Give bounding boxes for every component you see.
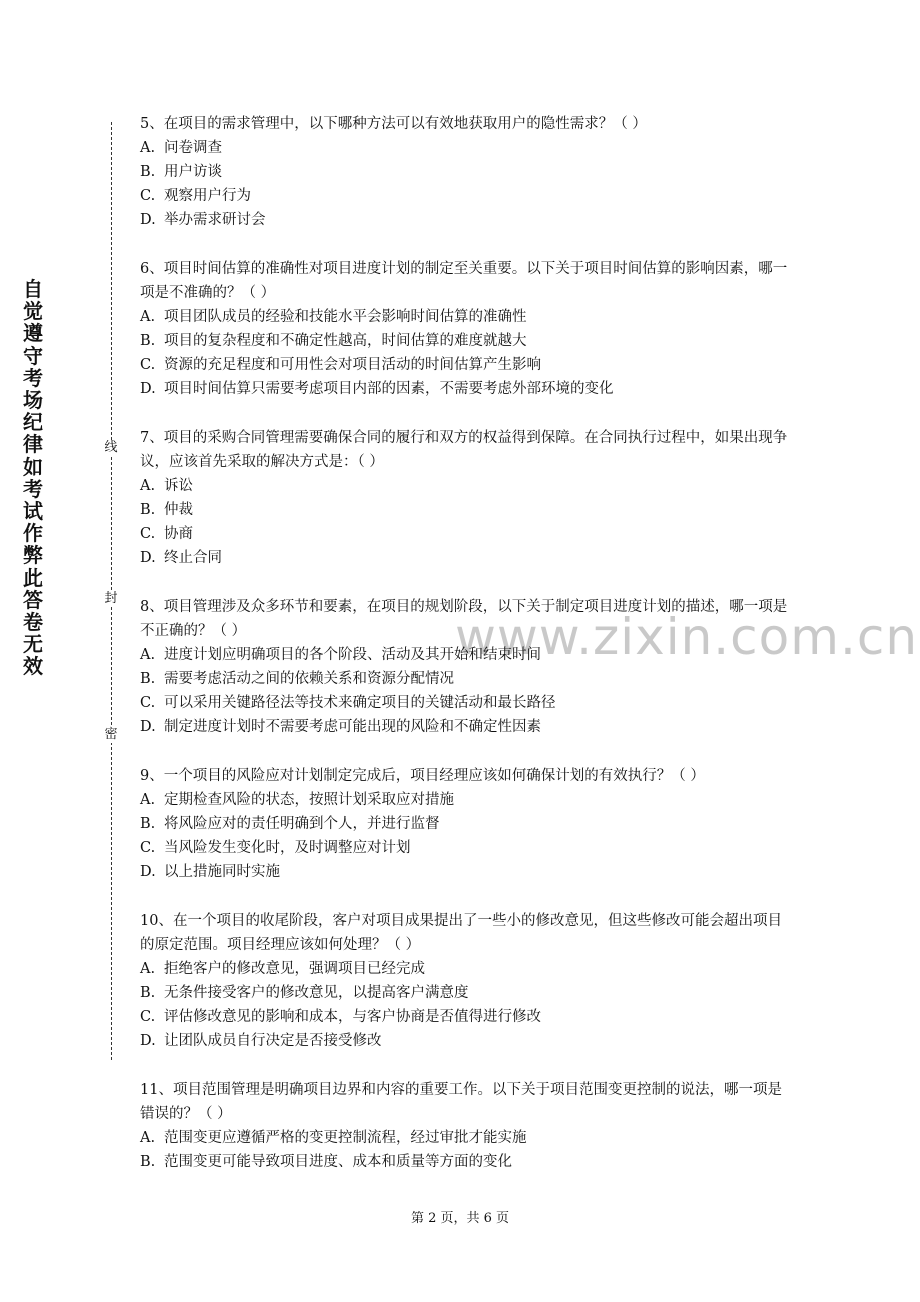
option-b: B. 范围变更可能导致项目进度、成本和质量等方面的变化 [140, 1154, 512, 1170]
option-a: A. 拒绝客户的修改意见，强调项目已经完成 [140, 961, 425, 977]
watermark: www.zixin.com.cn [455, 608, 919, 666]
option-b: B. 用户访谈 [140, 164, 222, 180]
question-stem: 10、在一个项目的收尾阶段，客户对项目成果提出了一些小的修改意见，但这些修改可能会超出项目的原定范围。项目经理应该如何处理？（ ） [140, 913, 782, 953]
option-b: B. 无条件接受客户的修改意见，以提高客户满意度 [140, 985, 469, 1001]
option-a: A. 诉讼 [140, 478, 193, 494]
option-a: A. 定期检查风险的状态，按照计划采取应对措施 [140, 792, 454, 808]
option-c: C. 当风险发生变化时，及时调整应对计划 [140, 840, 411, 856]
question-stem: 7、项目的采购合同管理需要确保合同的履行和双方的权益得到保障。在合同执行过程中，如果出现争议，应该首先采取的解决方式是：（ ） [140, 430, 788, 470]
exam-discipline-notice: 自觉遵守考场纪律如考试作弊此答卷无效 [23, 277, 43, 679]
cut-label-seal: 封 [104, 591, 118, 606]
cut-label-line: 线 [104, 440, 118, 455]
question-5 [140, 112, 790, 232]
option-b: B. 项目的复杂程度和不确定性越高，时间估算的难度就越大 [140, 333, 527, 349]
option-a: A. 项目团队成员的经验和技能水平会影响时间估算的准确性 [140, 309, 527, 325]
question-stem: 5、在项目的需求管理中，以下哪种方法可以有效地获取用户的隐性需求？（ ） [140, 116, 647, 132]
question-stem: 11、项目范围管理是明确项目边界和内容的重要工作。以下关于项目范围变更控制的说法，哪一项是错误的？（ ） [140, 1082, 782, 1122]
question-stem: 9、一个项目的风险应对计划制定完成后，项目经理应该如何确保计划的有效执行？（ ） [140, 768, 705, 784]
question-11 [140, 1078, 790, 1174]
question-stem: 8、项目管理涉及众多环节和要素，在项目的规划阶段，以下关于制定项目进度计划的描述，哪一项是不正确的？（ ） [140, 599, 788, 639]
option-a: A. 进度计划应明确项目的各个阶段、活动及其开始和结束时间 [140, 647, 541, 663]
option-d: D. 制定进度计划时不需要考虑可能出现的风险和不确定性因素 [140, 719, 541, 735]
option-b: B. 将风险应对的责任明确到个人，并进行监督 [140, 816, 440, 832]
option-a: A. 范围变更应遵循严格的变更控制流程，经过审批才能实施 [140, 1130, 527, 1146]
option-d: D. 项目时间估算只需要考虑项目内部的因素，不需要考虑外部环境的变化 [140, 381, 614, 397]
option-a: A. 问卷调查 [140, 140, 222, 156]
question-8 [140, 595, 790, 739]
question-stem: 6、项目时间估算的准确性对项目进度计划的制定至关重要。以下关于项目时间估算的影响因素，哪一项是不准确的？（ ） [140, 261, 788, 301]
cut-label-secret: 密 [104, 727, 118, 742]
question-7 [140, 426, 790, 570]
question-6 [140, 257, 790, 401]
question-list [140, 112, 790, 1199]
option-c: C. 资源的充足程度和可用性会对项目活动的时间估算产生影响 [140, 357, 541, 373]
option-b: B. 仲裁 [140, 502, 193, 518]
option-c: C. 协商 [140, 526, 193, 542]
question-10 [140, 909, 790, 1053]
option-c: C. 观察用户行为 [140, 188, 251, 204]
option-d: D. 终止合同 [140, 550, 222, 566]
option-c: C. 可以采用关键路径法等技术来确定项目的关键活动和最长路径 [140, 695, 556, 711]
option-d: D. 以上措施同时实施 [140, 864, 280, 880]
option-d: D. 举办需求研讨会 [140, 212, 266, 228]
option-c: C. 评估修改意见的影响和成本，与客户协商是否值得进行修改 [140, 1009, 541, 1025]
option-d: D. 让团队成员自行决定是否接受修改 [140, 1033, 382, 1049]
option-b: B. 需要考虑活动之间的依赖关系和资源分配情况 [140, 671, 454, 687]
page-number-footer: 第 2 页，共 6 页 [410, 1211, 510, 1226]
question-9 [140, 764, 790, 884]
